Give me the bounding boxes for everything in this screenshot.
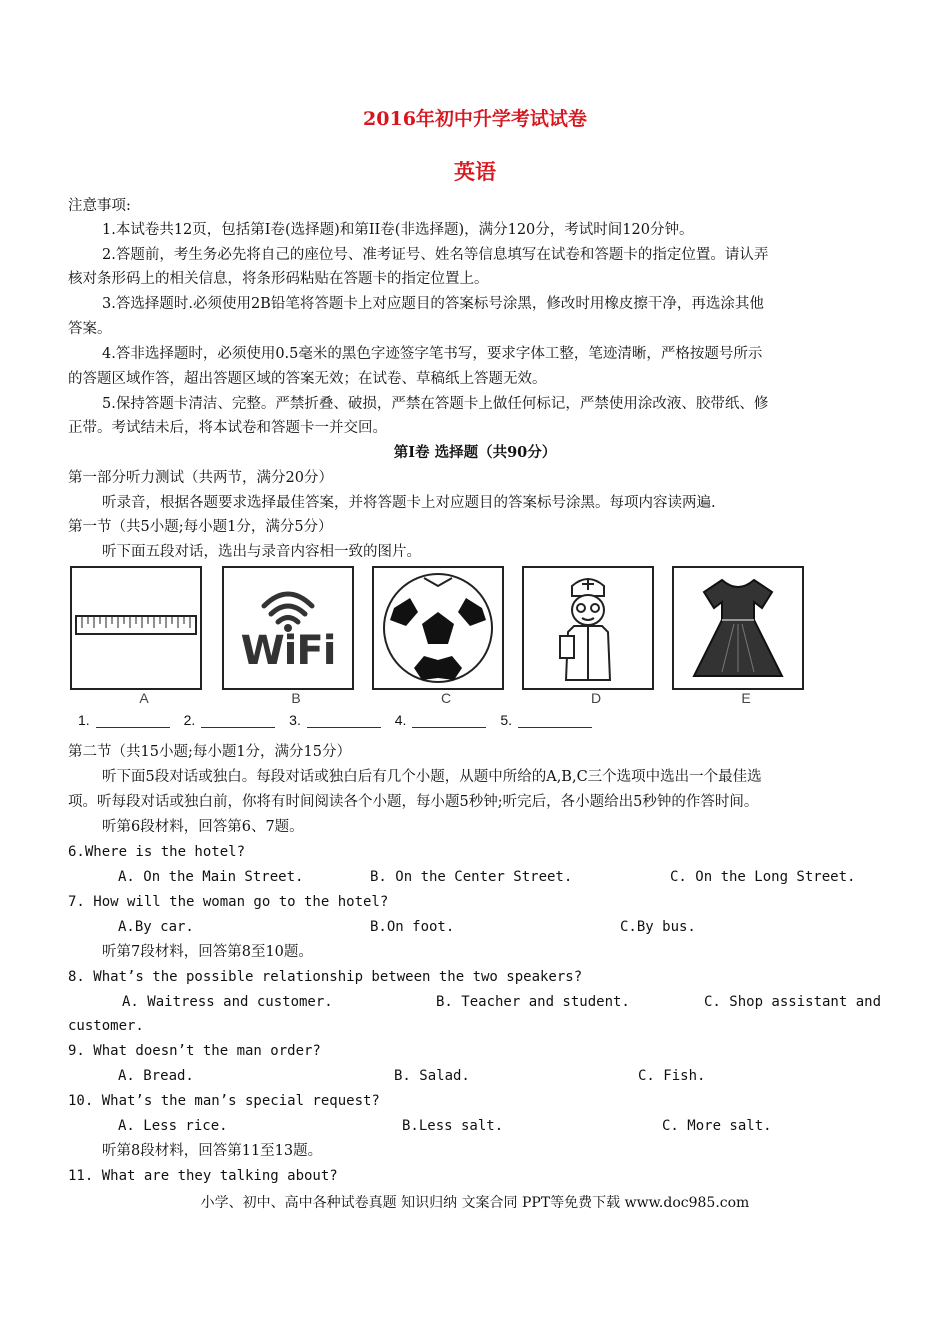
option: C. Shop assistant and <box>704 994 882 1010</box>
question: 6.Where is the hotel? <box>68 844 246 860</box>
picture-e <box>672 566 804 690</box>
picture-label: A <box>139 690 149 706</box>
blank-number: 2. <box>183 712 196 728</box>
note-line: 核对条形码上的相关信息，将条形码粘贴在答题卡的指定位置上。 <box>68 271 489 287</box>
subsection-desc: 听下面5段对话或独白。每段对话或独白后有几个小题，从题中所给的A,B,C三个选项中选出一个最佳选 <box>102 769 762 785</box>
picture-label: E <box>741 690 751 706</box>
option: B. Teacher and student. <box>436 994 630 1010</box>
question: 8. What’s the possible relationship between the two speakers? <box>68 969 583 985</box>
question: 9. What doesn’t the man order? <box>68 1043 321 1059</box>
question: 11. What are they talking about? <box>68 1168 338 1184</box>
answer-blank[interactable] <box>412 713 486 728</box>
picture-b <box>222 566 354 690</box>
doctor-icon <box>524 568 652 688</box>
picture-a <box>70 566 202 690</box>
picture-d <box>522 566 654 690</box>
soccer-ball-icon <box>374 568 502 688</box>
material-note: 听第7段材料，回答第8至10题。 <box>102 944 313 960</box>
option: B. Salad. <box>394 1068 470 1084</box>
question: 10. What’s the man’s special request? <box>68 1093 380 1109</box>
picture-label: B <box>291 690 301 706</box>
option: A. Bread. <box>118 1068 194 1084</box>
blank-number: 3. <box>289 712 301 728</box>
option: B.On foot. <box>370 919 455 935</box>
dress-icon <box>674 568 802 688</box>
wifi-text: WiFi <box>240 628 336 674</box>
material-note: 听第6段材料，回答第6、7题。 <box>102 819 304 835</box>
blank-number: 1. <box>78 712 90 728</box>
material-note: 听第8段材料，回答第11至13题。 <box>102 1143 323 1159</box>
picture-label: C <box>440 690 452 706</box>
note-line: 5.保持答题卡清洁、完整。严禁折叠、破损，严禁在答题卡上做任何标记，严禁使用涂改液、胶带纸、修 <box>102 396 769 412</box>
notes-heading: 注意事项: <box>68 198 131 214</box>
option: A. Waitress and customer. <box>122 994 333 1010</box>
subsection-title: 第一节（共5小题;每小题1分，满分5分） <box>68 519 333 535</box>
picture-row <box>70 566 810 706</box>
blank-number: 5. <box>500 712 512 728</box>
subsection-desc: 听下面五段对话，选出与录音内容相一致的图片。 <box>102 544 421 560</box>
blank-number: 4. <box>394 712 407 728</box>
option: B.Less salt. <box>402 1118 504 1134</box>
answer-blank[interactable] <box>307 713 381 728</box>
option: A. Less rice. <box>118 1118 228 1134</box>
part-heading: 第Ⅰ卷 选择题（共90分） <box>393 444 557 461</box>
note-line: 2.答题前，考生务必先将自己的座位号、准考证号、姓名等信息填写在试卷和答题卡的指定位置。请认弄 <box>102 247 769 263</box>
option-continued: customer. <box>68 1018 144 1034</box>
answer-blanks <box>78 712 602 728</box>
option: A. On the Main Street. <box>118 869 304 885</box>
picture-c <box>372 566 504 690</box>
option: C.By bus. <box>620 919 696 935</box>
answer-blank[interactable] <box>518 713 592 728</box>
page-footer: 小学、初中、高中各种试卷真题 知识归纳 文案合同 PPT等免费下载 www.doc985.com <box>200 1195 750 1211</box>
subsection-desc: 项。听每段对话或独白前，你将有时间阅读各个小题，每小题5秒钟;听完后，各小题给出5秒钟的作答时间。 <box>68 794 759 810</box>
option: C. More salt. <box>662 1118 772 1134</box>
ruler-icon <box>72 568 200 688</box>
note-line: 答案。 <box>68 321 112 337</box>
question: 7. How will the woman go to the hotel? <box>68 894 389 910</box>
option: B. On the Center Street. <box>370 869 573 885</box>
answer-blank[interactable] <box>201 713 275 728</box>
answer-blank[interactable] <box>96 713 170 728</box>
option: C. Fish. <box>638 1068 706 1084</box>
note-line: 3.答选择题时.必须使用2B铅笔将答题卡上对应题目的答案标号涂黑，修改时用橡皮擦干净，再选涂其他 <box>102 296 764 312</box>
section-desc: 听录音，根据各题要求选择最佳答案，并将答题卡上对应题目的答案标号涂黑。每项内容读两遍. <box>102 495 716 511</box>
note-line: 4.答非选择题时，必须使用0.5毫米的黑色字迹签字笔书写，要求字体工整，笔迹清晰，严格按题号所示 <box>102 346 763 362</box>
note-line: 正带。考试结未后，将本试卷和答题卡一并交回。 <box>68 420 387 436</box>
exam-title: 2016年初中升学考试试卷 <box>363 108 587 130</box>
section-title: 第一部分听力测试（共两节，满分20分） <box>68 470 333 486</box>
option: C. On the Long Street. <box>670 869 856 885</box>
subject-title: 英语 <box>454 159 496 184</box>
picture-label: D <box>590 690 602 706</box>
subsection-title: 第二节（共15小题;每小题1分，满分15分） <box>68 744 352 760</box>
note-line: 1.本试卷共12页，包括第I卷(选择题)和第II卷(非选择题)，满分120分，考试时间120分钟。 <box>102 222 694 238</box>
option: A.By car. <box>118 919 194 935</box>
note-line: 的答题区域作答，超出答题区域的答案无效；在试卷、草稿纸上答题无效。 <box>68 371 547 387</box>
